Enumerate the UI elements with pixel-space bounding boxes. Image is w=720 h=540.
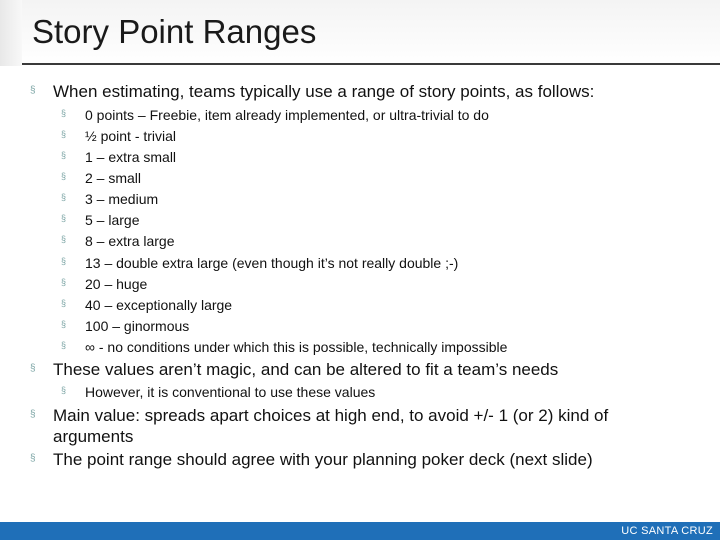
sub-bullet-text: 8 – extra large — [85, 233, 175, 249]
sub-bullet-text: 40 – exceptionally large — [85, 297, 233, 313]
footer-bar — [0, 522, 720, 540]
bullet-marker: § — [61, 340, 67, 350]
bullet-marker: § — [61, 129, 67, 139]
sub-bullet-text: 2 – small — [85, 170, 142, 186]
sub-bullet-text: 13 – double extra large (even though it’s not really double ;-) — [85, 255, 459, 271]
bullet-marker: § — [61, 108, 67, 118]
bullet-marker: § — [30, 85, 36, 96]
bullet-marker: § — [61, 277, 67, 287]
bullet-text: These values aren’t magic, and can be altered to fit a team’s needs — [53, 360, 559, 379]
bullet-text: Main value: spreads apart choices at high end, to avoid +/- 1 (or 2) kind of arguments — [53, 406, 609, 446]
bullet-marker: § — [61, 171, 67, 181]
sub-bullet-text: ∞ - no conditions under which this is possible, technically impossible — [85, 339, 508, 355]
bullet-marker: § — [30, 363, 36, 374]
title-divider — [22, 63, 720, 65]
bullet-marker: § — [61, 150, 67, 160]
bullet-marker: § — [61, 256, 67, 266]
bullet-text: The point range should agree with your planning poker deck (next slide) — [53, 450, 593, 469]
bullet-marker: § — [61, 213, 67, 223]
sub-bullet-text: 0 points – Freebie, item already implemented, or ultra-trivial to do — [85, 107, 489, 123]
sub-bullet-text: However, it is conventional to use these values — [85, 384, 376, 400]
title-left-shade — [0, 0, 22, 66]
bullet-marker: § — [61, 385, 67, 395]
sub-bullet-text: ½ point - trivial — [85, 128, 177, 144]
bullet-marker: § — [61, 298, 67, 308]
bullet-text: When estimating, teams typically use a range of story points, as follows: — [53, 82, 595, 101]
sub-bullet-text: 20 – huge — [85, 276, 148, 292]
bullet-marker: § — [30, 409, 36, 420]
bullet-marker: § — [61, 319, 67, 329]
sub-bullet-text: 5 – large — [85, 212, 140, 228]
footer-label: UC SANTA CRUZ — [621, 525, 713, 537]
slide-title: Story Point Ranges — [32, 13, 317, 50]
sub-bullet-text: 100 – ginormous — [85, 318, 190, 334]
sub-bullet-text: 3 – medium — [85, 191, 159, 207]
sub-bullet-text: 1 – extra small — [85, 149, 177, 165]
bullet-marker: § — [61, 234, 67, 244]
bullet-marker: § — [61, 192, 67, 202]
bullet-marker: § — [30, 453, 36, 464]
